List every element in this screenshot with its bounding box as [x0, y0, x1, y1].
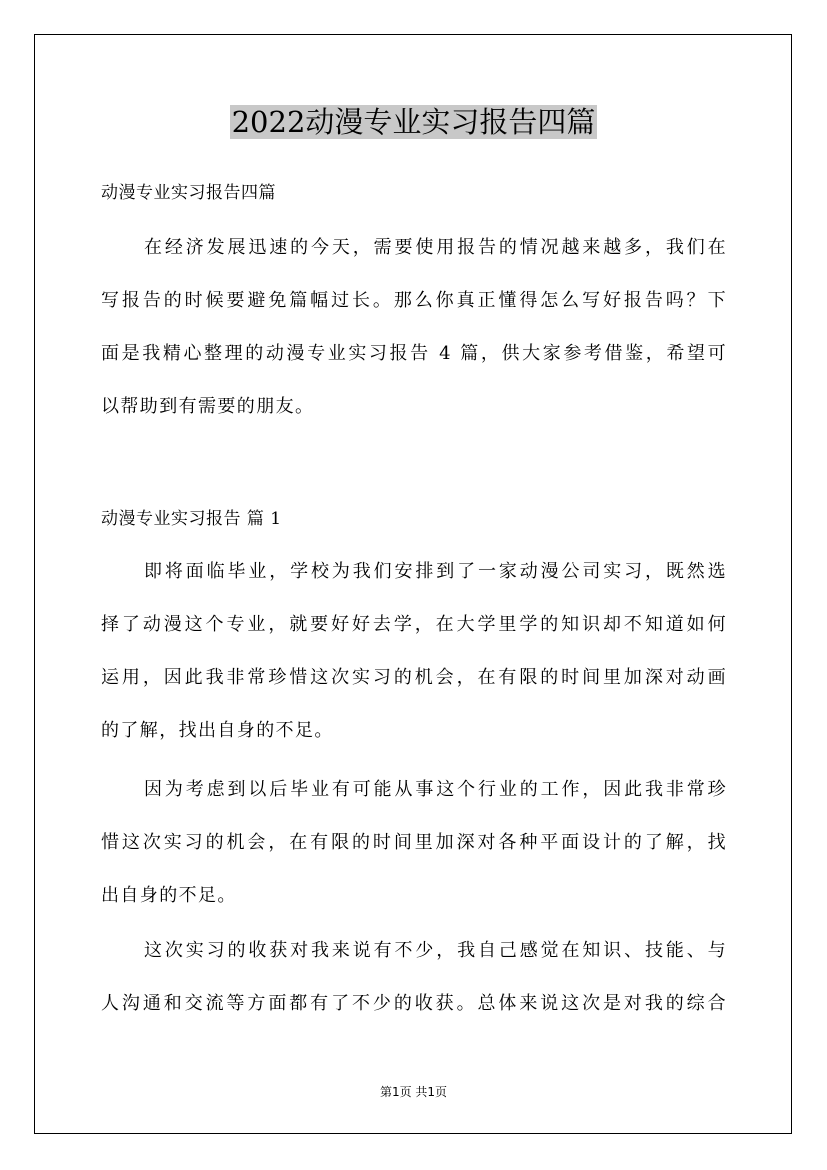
- document-subtitle: 动漫专业实习报告四篇: [101, 183, 276, 203]
- paragraph-line: 人沟通和交流等方面都有了不少的收获。总体来说这次是对我的综合: [101, 993, 727, 1014]
- section-heading: 动漫专业实习报告 篇 1: [101, 509, 282, 529]
- paragraph-line: 因为考虑到以后毕业有可能从事这个行业的工作，因此我非常珍: [144, 779, 727, 800]
- section-paragraph-1: [101, 545, 727, 757]
- paragraph-line: 在经济发展迅速的今天，需要使用报告的情况越来越多，我们在: [144, 237, 727, 258]
- paragraph-line: 这次实习的收获对我来说有不少，我自己感觉在知识、技能、与: [144, 940, 727, 961]
- paragraph-line: 运用，因此我非常珍惜这次实习的机会，在有限的时间里加深对动画: [101, 667, 727, 688]
- document-title: [0, 102, 827, 142]
- document-title-text: 2022动漫专业实习报告四篇: [231, 105, 596, 139]
- paragraph-line: 面是我精心整理的动漫专业实习报告 4 篇，供大家参考借鉴，希望可: [101, 343, 727, 364]
- section-paragraph-3: [101, 924, 727, 1030]
- section-paragraph-2: [101, 763, 727, 922]
- paragraph-line: 惜这次实习的机会，在有限的时间里加深对各种平面设计的了解，找: [101, 832, 727, 853]
- paragraph-line: 择了动漫这个专业，就要好好去学，在大学里学的知识却不知道如何: [101, 614, 727, 635]
- paragraph-line: 的了解，找出自身的不足。: [101, 720, 334, 741]
- paragraph-line: 以帮助到有需要的朋友。: [101, 396, 315, 417]
- paragraph-line: 写报告的时候要避免篇幅过长。那么你真正懂得怎么写好报告吗？下: [101, 290, 727, 311]
- intro-paragraph: [101, 221, 727, 433]
- page-footer: 第1页 共1页: [379, 1085, 448, 1099]
- paragraph-line: 出自身的不足。: [101, 885, 237, 906]
- paragraph-line: 即将面临毕业，学校为我们安排到了一家动漫公司实习，既然选: [144, 561, 727, 582]
